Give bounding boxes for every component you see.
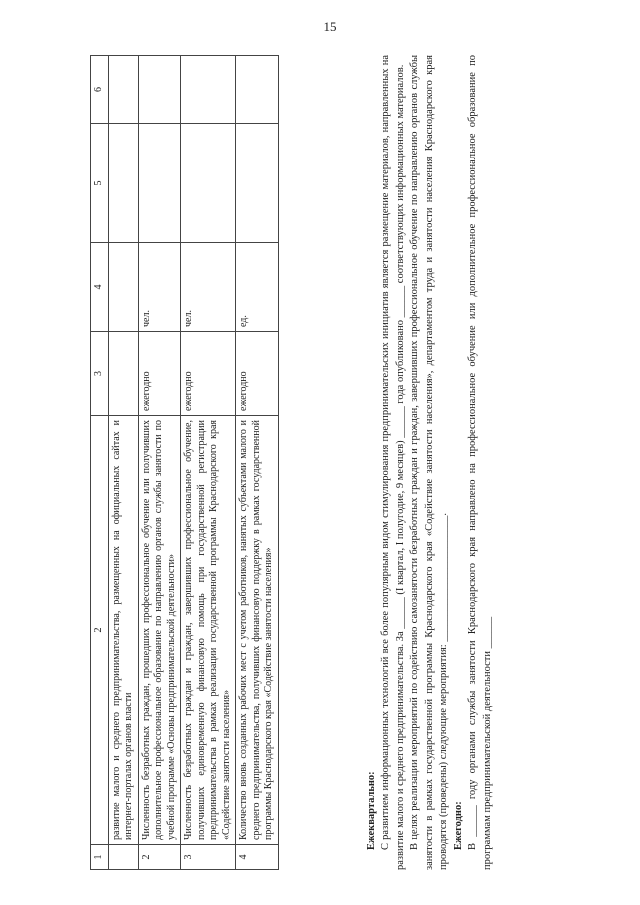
unit-cell: чел. bbox=[181, 243, 236, 332]
frequency-cell: ежегодно bbox=[236, 332, 279, 416]
paragraph-training: В ______ году органами службы занятости Краснодарского края направлено на профессиональное обучение или дополнительное профессиональное образование по программам предпринимательской деятельности ______ bbox=[467, 55, 493, 870]
row-number: 2 bbox=[138, 845, 181, 870]
report-body bbox=[365, 55, 495, 870]
value-cell bbox=[181, 56, 236, 124]
value-cell bbox=[236, 124, 279, 243]
section-heading-annual: Ежегодно: bbox=[452, 801, 464, 850]
value-cell bbox=[108, 56, 138, 124]
table-row bbox=[181, 56, 236, 870]
header-cell: 3 bbox=[91, 332, 109, 416]
paragraph-info-materials: С развитием информационных технологий все более популярным видом стимулирования предпринимательских инициатив является размещение материалов, направленных на развитие малого и среднего предпринимательства. За ______ (I квартал, I полугодие, 9 месяцев) ______ года опубликовано ______ соответствующих информационных материалов. bbox=[380, 55, 406, 870]
frequency-cell bbox=[108, 332, 138, 416]
row-number: 3 bbox=[181, 845, 236, 870]
row-number: 4 bbox=[236, 845, 279, 870]
page-number: 15 bbox=[323, 19, 337, 34]
header-cell: 5 bbox=[91, 124, 109, 243]
header-cell: 6 bbox=[91, 56, 109, 124]
indicator-text: Численность безработных граждан и граждан, завершивших профессиональное обучение, получивших единовременную финансовую помощь при государственной регистрации предпринимательства в рамках реализации государственной программы Краснодарского края «Содействие занятости населения» bbox=[181, 416, 236, 845]
value-cell bbox=[138, 124, 181, 243]
table-row bbox=[108, 56, 138, 870]
indicator-text: Количество вновь созданных рабочих мест с учетом работников, нанятых субъектами малого и среднего предпринимательства, получивших финансовую поддержку в рамках государственной программы Краснодарского края «Содействие занятости населения» bbox=[236, 416, 279, 845]
section-heading-quarterly: Ежеквартально: bbox=[366, 771, 377, 850]
indicators-table bbox=[90, 55, 279, 870]
table-header-row bbox=[91, 56, 109, 870]
value-cell bbox=[181, 124, 236, 243]
header-cell: 4 bbox=[91, 243, 109, 332]
indicator-text: Численность безработных граждан, прошедших профессиональное обучение или получивших дополнительное профессиональное образование по направлению органов службы занятости по учебной программе «Основы предпринимательской деятельности» bbox=[138, 416, 181, 845]
table-row bbox=[138, 56, 181, 870]
header-cell: 1 bbox=[91, 845, 109, 870]
unit-cell: чел. bbox=[138, 243, 181, 332]
rotated-page-content bbox=[80, 45, 615, 880]
value-cell bbox=[108, 124, 138, 243]
table-row bbox=[236, 56, 279, 870]
frequency-cell: ежегодно bbox=[181, 332, 236, 416]
value-cell bbox=[236, 56, 279, 124]
unit-cell: ед. bbox=[236, 243, 279, 332]
value-cell bbox=[138, 56, 181, 124]
header-cell: 2 bbox=[91, 416, 109, 845]
paragraph-self-employment: В целях реализации мероприятий по содействию самозанятости безработных граждан и граждан, завершивших профессиональное обучение по направлению органов службы занятости в рамках государственной программы Краснодарского края «Содействие занятости населения», департаментом труда и занятости населения Краснодарского края проводятся (проведены) следующие мероприятия: ________________________. bbox=[409, 55, 450, 870]
row-number bbox=[108, 845, 138, 870]
frequency-cell: ежегодно bbox=[138, 332, 181, 416]
indicator-text: развитие малого и среднего предпринимательства, размещенных на официальных сайтах и интернет-порталах органов власти bbox=[108, 416, 138, 845]
unit-cell bbox=[108, 243, 138, 332]
